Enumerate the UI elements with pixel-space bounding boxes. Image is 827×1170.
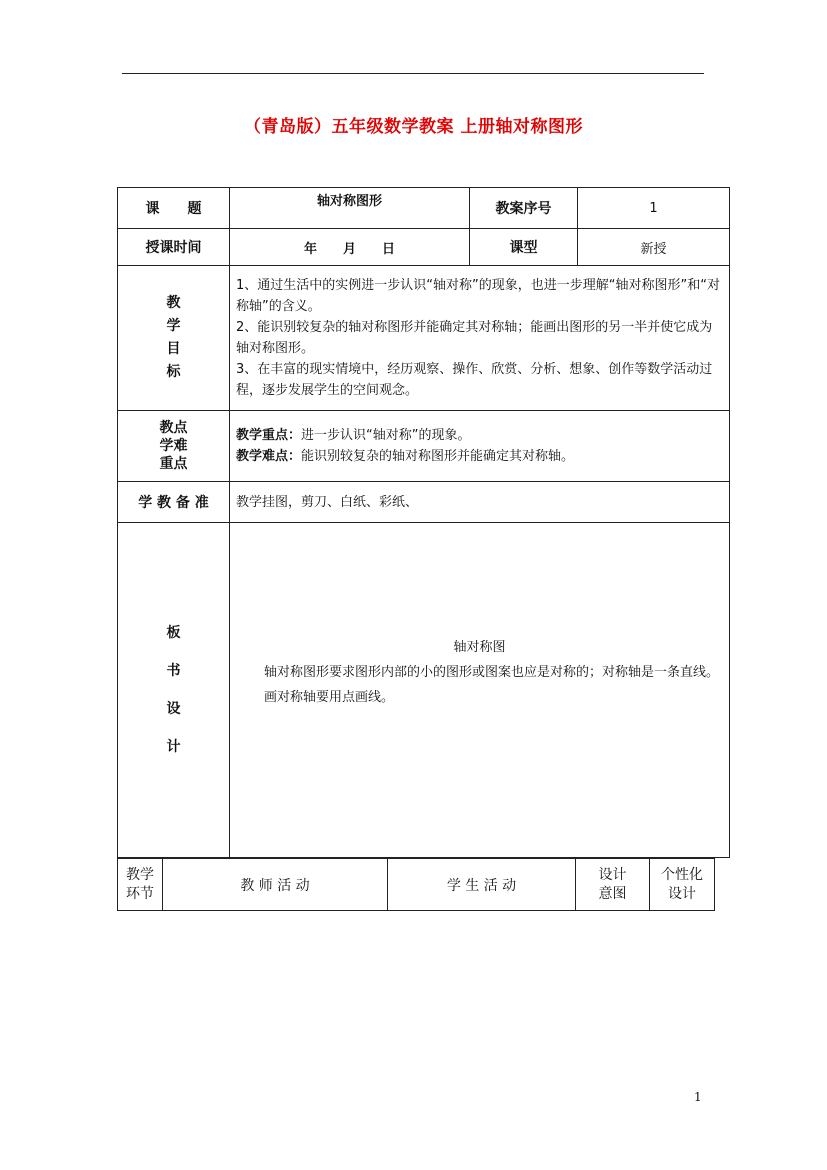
difficulty-title: 教学难点： (236, 449, 302, 464)
teacher-activity-header: 教 师 活 动 (163, 859, 388, 911)
board-heading: 轴对称图 (453, 640, 506, 655)
class-type-value: 新授 (578, 229, 730, 266)
goals-label-char: 教 (166, 295, 181, 311)
personal-header-line: 设计 (668, 885, 696, 902)
board-label-char: 计 (166, 739, 181, 755)
goals-label-char: 目 (166, 341, 181, 357)
prep-row (118, 482, 730, 523)
student-activity-header: 学 生 活 动 (388, 859, 576, 911)
focus-text: 进一步认识“轴对称”的现象。 (301, 428, 471, 443)
intent-header-line: 意图 (598, 885, 627, 902)
activity-header-row (118, 859, 715, 911)
board-line: 画对称轴要用点画线。 (264, 690, 395, 705)
stage-header (118, 859, 163, 911)
goals-label (118, 266, 230, 411)
goal-item: 3、在丰富的现实情境中，经历观察、操作、欣赏、分析、想象、创作等数学活动过程，逐步发展学生的空间观念。 (236, 362, 713, 398)
goal-item: 1、通过生活中的实例进一步认识“轴对称”的现象，也进一步理解“轴对称图形”和“对称轴”的含义。 (236, 278, 720, 314)
header-rule (122, 73, 704, 74)
time-row (118, 229, 730, 266)
key-points-row (118, 411, 730, 482)
stage-header-line: 环节 (126, 885, 154, 902)
personal-design-header (650, 859, 715, 911)
page-number: 1 (694, 1090, 702, 1104)
focus-line (236, 425, 723, 446)
goals-label-char: 标 (166, 364, 181, 380)
key-points-content (230, 411, 730, 482)
page-title: （青岛版）五年级数学教案 上册轴对称图形 (244, 117, 583, 137)
key-label-line: 学难 (159, 438, 188, 454)
board-label (118, 523, 230, 858)
goal-item: 2、能识别较复杂的轴对称图形并能确定其对称轴；能画出图形的另一半并使它成为轴对称图形。 (236, 320, 713, 356)
class-type-label: 课型 (470, 229, 578, 266)
sequence-label: 教案序号 (470, 188, 578, 229)
goals-row (118, 266, 730, 411)
board-row (118, 523, 730, 858)
goals-content (230, 266, 730, 411)
topic-label: 课 题 (118, 188, 230, 229)
sequence-value: 1 (578, 188, 730, 229)
activity-header-table (117, 858, 715, 911)
key-label-line: 教点 (159, 420, 188, 436)
prep-content: 教学挂图，剪刀、白纸、彩纸、 (230, 482, 730, 523)
key-label-line: 重点 (159, 456, 188, 472)
topic-row (118, 188, 730, 229)
time-label: 授课时间 (118, 229, 230, 266)
time-value: 年 月 日 (230, 229, 470, 266)
lesson-plan-table (117, 187, 730, 858)
board-label-char: 书 (166, 663, 181, 679)
intent-header-line: 设计 (598, 866, 627, 883)
stage-header-line: 教学 (126, 866, 154, 883)
prep-label: 学 教 备 准 (118, 482, 230, 523)
difficulty-text: 能识别较复杂的轴对称图形并能确定其对称轴。 (301, 449, 575, 464)
board-label-char: 板 (166, 625, 181, 641)
board-label-char: 设 (166, 701, 181, 717)
key-points-label (118, 411, 230, 482)
difficulty-line (236, 446, 723, 467)
design-intent-header (576, 859, 650, 911)
topic-value: 轴对称图形 (230, 188, 470, 229)
board-line: 轴对称图形要求图形内部的小的图形或图案也应是对称的；对称轴是一条直线。 (264, 665, 720, 680)
personal-header-line: 个性化 (661, 866, 703, 883)
board-content (230, 523, 730, 858)
goals-label-char: 学 (166, 318, 181, 334)
focus-title: 教学重点： (236, 428, 302, 443)
